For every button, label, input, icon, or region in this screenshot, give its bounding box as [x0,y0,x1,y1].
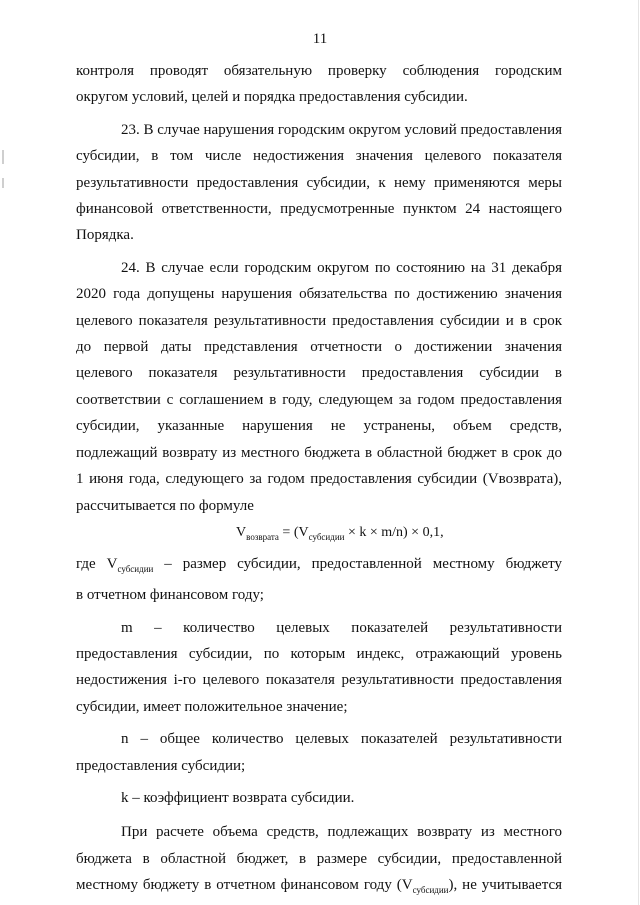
text-line: n – общее количество целевых показателей результативности [121,731,562,748]
text-fragment: – размер субсидии, предоставленной местному бюджету [153,555,562,572]
text-line: m – количество целевых показателей результативности [121,619,562,636]
page-number: 11 [312,31,328,47]
scan-margin-mark [2,150,4,164]
text-line: k – коэффициент возврата субсидии. [121,789,355,806]
text-line [76,551,562,582]
text-line: результативности предоставления субсидии, к нему применяются меры [76,174,562,191]
text-line: целевого показателя результативности предоставления субсидии в [76,365,562,382]
text-line: субсидии, указанные нарушения не устранены, объем средств, [76,418,562,435]
text-line: 1 июня года, следующего за годом предоставления субсидии (Vвозврата), [76,471,562,488]
text-line: в отчетном финансовом году; [76,587,264,604]
paragraph-23 [76,117,562,249]
text-line: финансовой ответственности, предусмотренные пунктом 24 настоящего [76,201,562,218]
text-line: соответствии с соглашением в году, следующем за годом предоставления [76,391,562,408]
text-line: до первой даты представления отчетности о достижении значения [76,339,562,356]
text-line: При расчете объема средств, подлежащих возврату из местного [121,824,562,841]
text-fragment: ), не учитывается [448,877,562,894]
text-line: округом условий, целей и порядка предоставления субсидии. [76,89,468,106]
text-line: контроля проводят обязательную проверку соблюдения городским [76,63,562,79]
text-line: недостижения i-го целевого показателя результативности предоставления [76,672,562,689]
paragraph-control [76,58,562,111]
paragraph-where [76,551,562,609]
formula-v: V [236,524,247,540]
formula-sub-subsidy: субсидии [308,531,345,542]
formula-mid: = (V [278,524,309,540]
paragraph-k [76,785,562,811]
text-line: подлежащий возврату из местного бюджета в областной бюджет в срок до [76,444,562,461]
paragraph-n [76,726,562,779]
scan-edge-line [638,0,639,905]
paragraph-m [76,615,562,721]
text-line: Порядка. [76,227,134,244]
subscript: субсидии [117,563,154,574]
paragraph-calculation [76,819,562,903]
text-line: рассчитывается по формуле [76,497,254,514]
text-line: субсидии, имеет положительное значение; [76,698,348,715]
text-line: 23. В случае нарушения городским округом условий предоставления [121,121,562,138]
scan-margin-mark [2,178,4,188]
paragraph-24 [76,255,562,519]
text-line: бюджета в областной бюджет, в размере субсидии, предоставленной [76,850,562,867]
text-line: субсидии, в том числе недостижения значения целевого показателя [76,148,562,165]
text-line [76,872,562,903]
formula-rest: × k × m/n) × 0,1, [344,524,444,540]
document-body [76,58,562,904]
formula-sub-return: возврата [246,531,279,542]
subscript: субсидии [412,885,449,896]
text-line: предоставления субсидии; [76,757,246,774]
text-line: целевого показателя результативности предоставления субсидии и в срок [76,312,562,329]
text-line: 2020 года допущены нарушения обязательства по достижению значения [76,286,562,303]
text-fragment: местному бюджету в отчетном финансовом году (V [76,877,413,894]
text-fragment: где V [76,555,118,572]
formula [76,521,562,549]
text-line: 24. В случае если городским округом по состоянию на 31 декабря [121,259,562,276]
text-line: предоставления субсидии, по которым индекс, отражающий уровень [76,645,562,662]
